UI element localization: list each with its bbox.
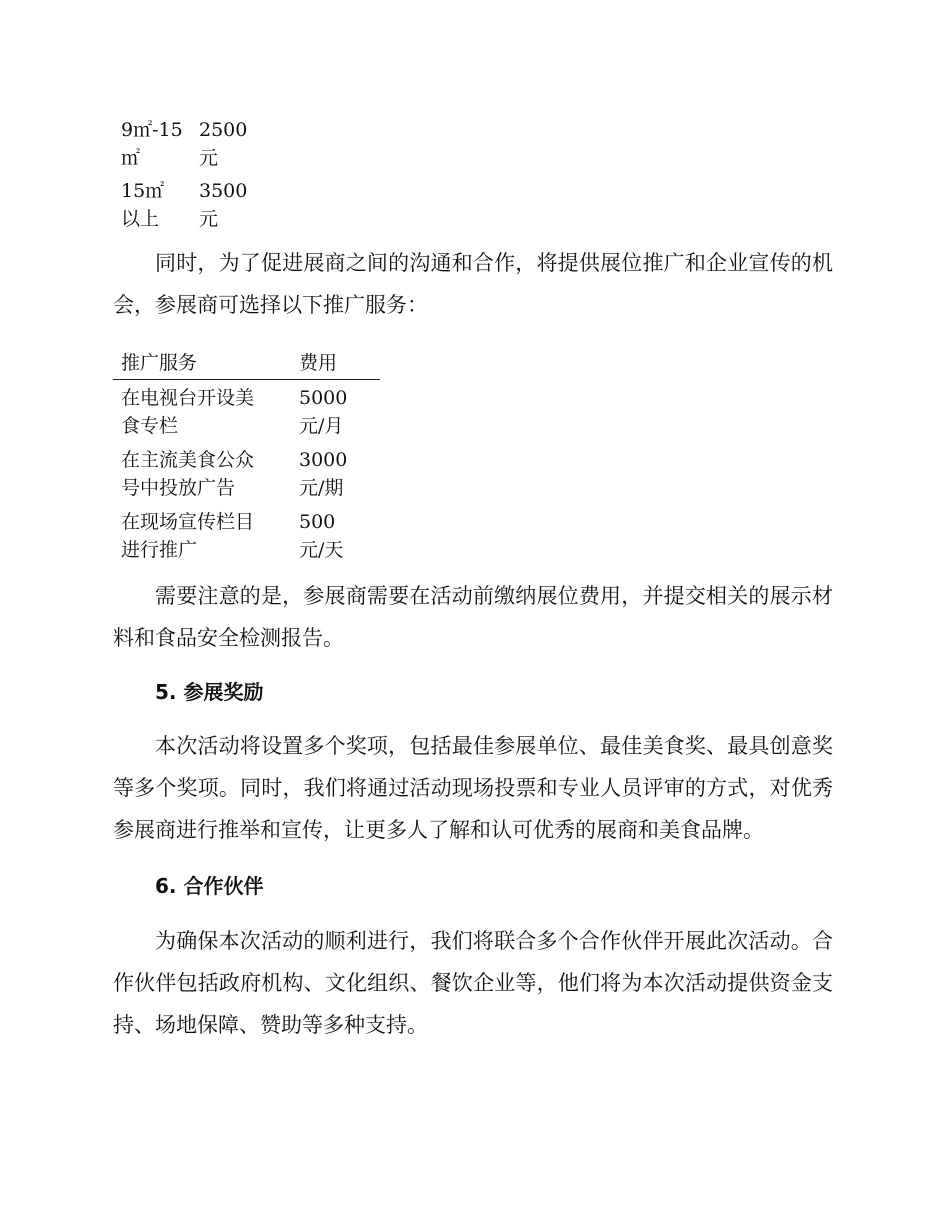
service-cell: 在现场宣传栏目 进行推广 bbox=[121, 511, 255, 561]
price-cell: 3500 元 bbox=[199, 180, 248, 230]
table-header-fee: 费用 bbox=[299, 352, 338, 374]
note-paragraph: 需要注意的是，参展商需要在活动前缴纳展位费用，并提交相关的展示材料和食品安全检测报告。 bbox=[113, 584, 833, 650]
fee-cell: 3000 元/期 bbox=[299, 449, 348, 499]
area-cell: 9㎡-15 ㎡ bbox=[121, 119, 183, 169]
awards-paragraph: 本次活动将设置多个奖项，包括最佳参展单位、最佳美食奖、最具创意奖等多个奖项。同时，我们将通过活动现场投票和专业人员评审的方式，对优秀参展商进行推举和宣传，让更多人了解和认可优秀的展商和美食品牌。 bbox=[113, 734, 833, 842]
table-header-rule bbox=[113, 379, 380, 380]
intro-paragraph: 同时，为了促进展商之间的沟通和合作，将提供展位推广和企业宣传的机会，参展商可选择以下推广服务： bbox=[113, 251, 833, 317]
partners-paragraph: 为确保本次活动的顺利进行，我们将联合多个合作伙伴开展此次活动。合作伙伴包括政府机构、文化组织、餐饮企业等，他们将为本次活动提供资金支持、场地保障、赞助等多种支持。 bbox=[113, 929, 833, 1037]
table-header-service: 推广服务 bbox=[121, 352, 198, 374]
service-cell: 在电视台开设美 食专栏 bbox=[121, 387, 255, 437]
section-heading-partners: 6. 合作伙伴 bbox=[155, 874, 264, 898]
area-cell: 15㎡ 以上 bbox=[121, 180, 165, 230]
service-cell: 在主流美食公众 号中投放广告 bbox=[121, 449, 255, 499]
section-heading-awards: 5. 参展奖励 bbox=[155, 680, 264, 704]
fee-cell: 500 元/天 bbox=[299, 511, 344, 561]
price-cell: 2500 元 bbox=[199, 119, 248, 169]
fee-cell: 5000 元/月 bbox=[299, 387, 348, 437]
